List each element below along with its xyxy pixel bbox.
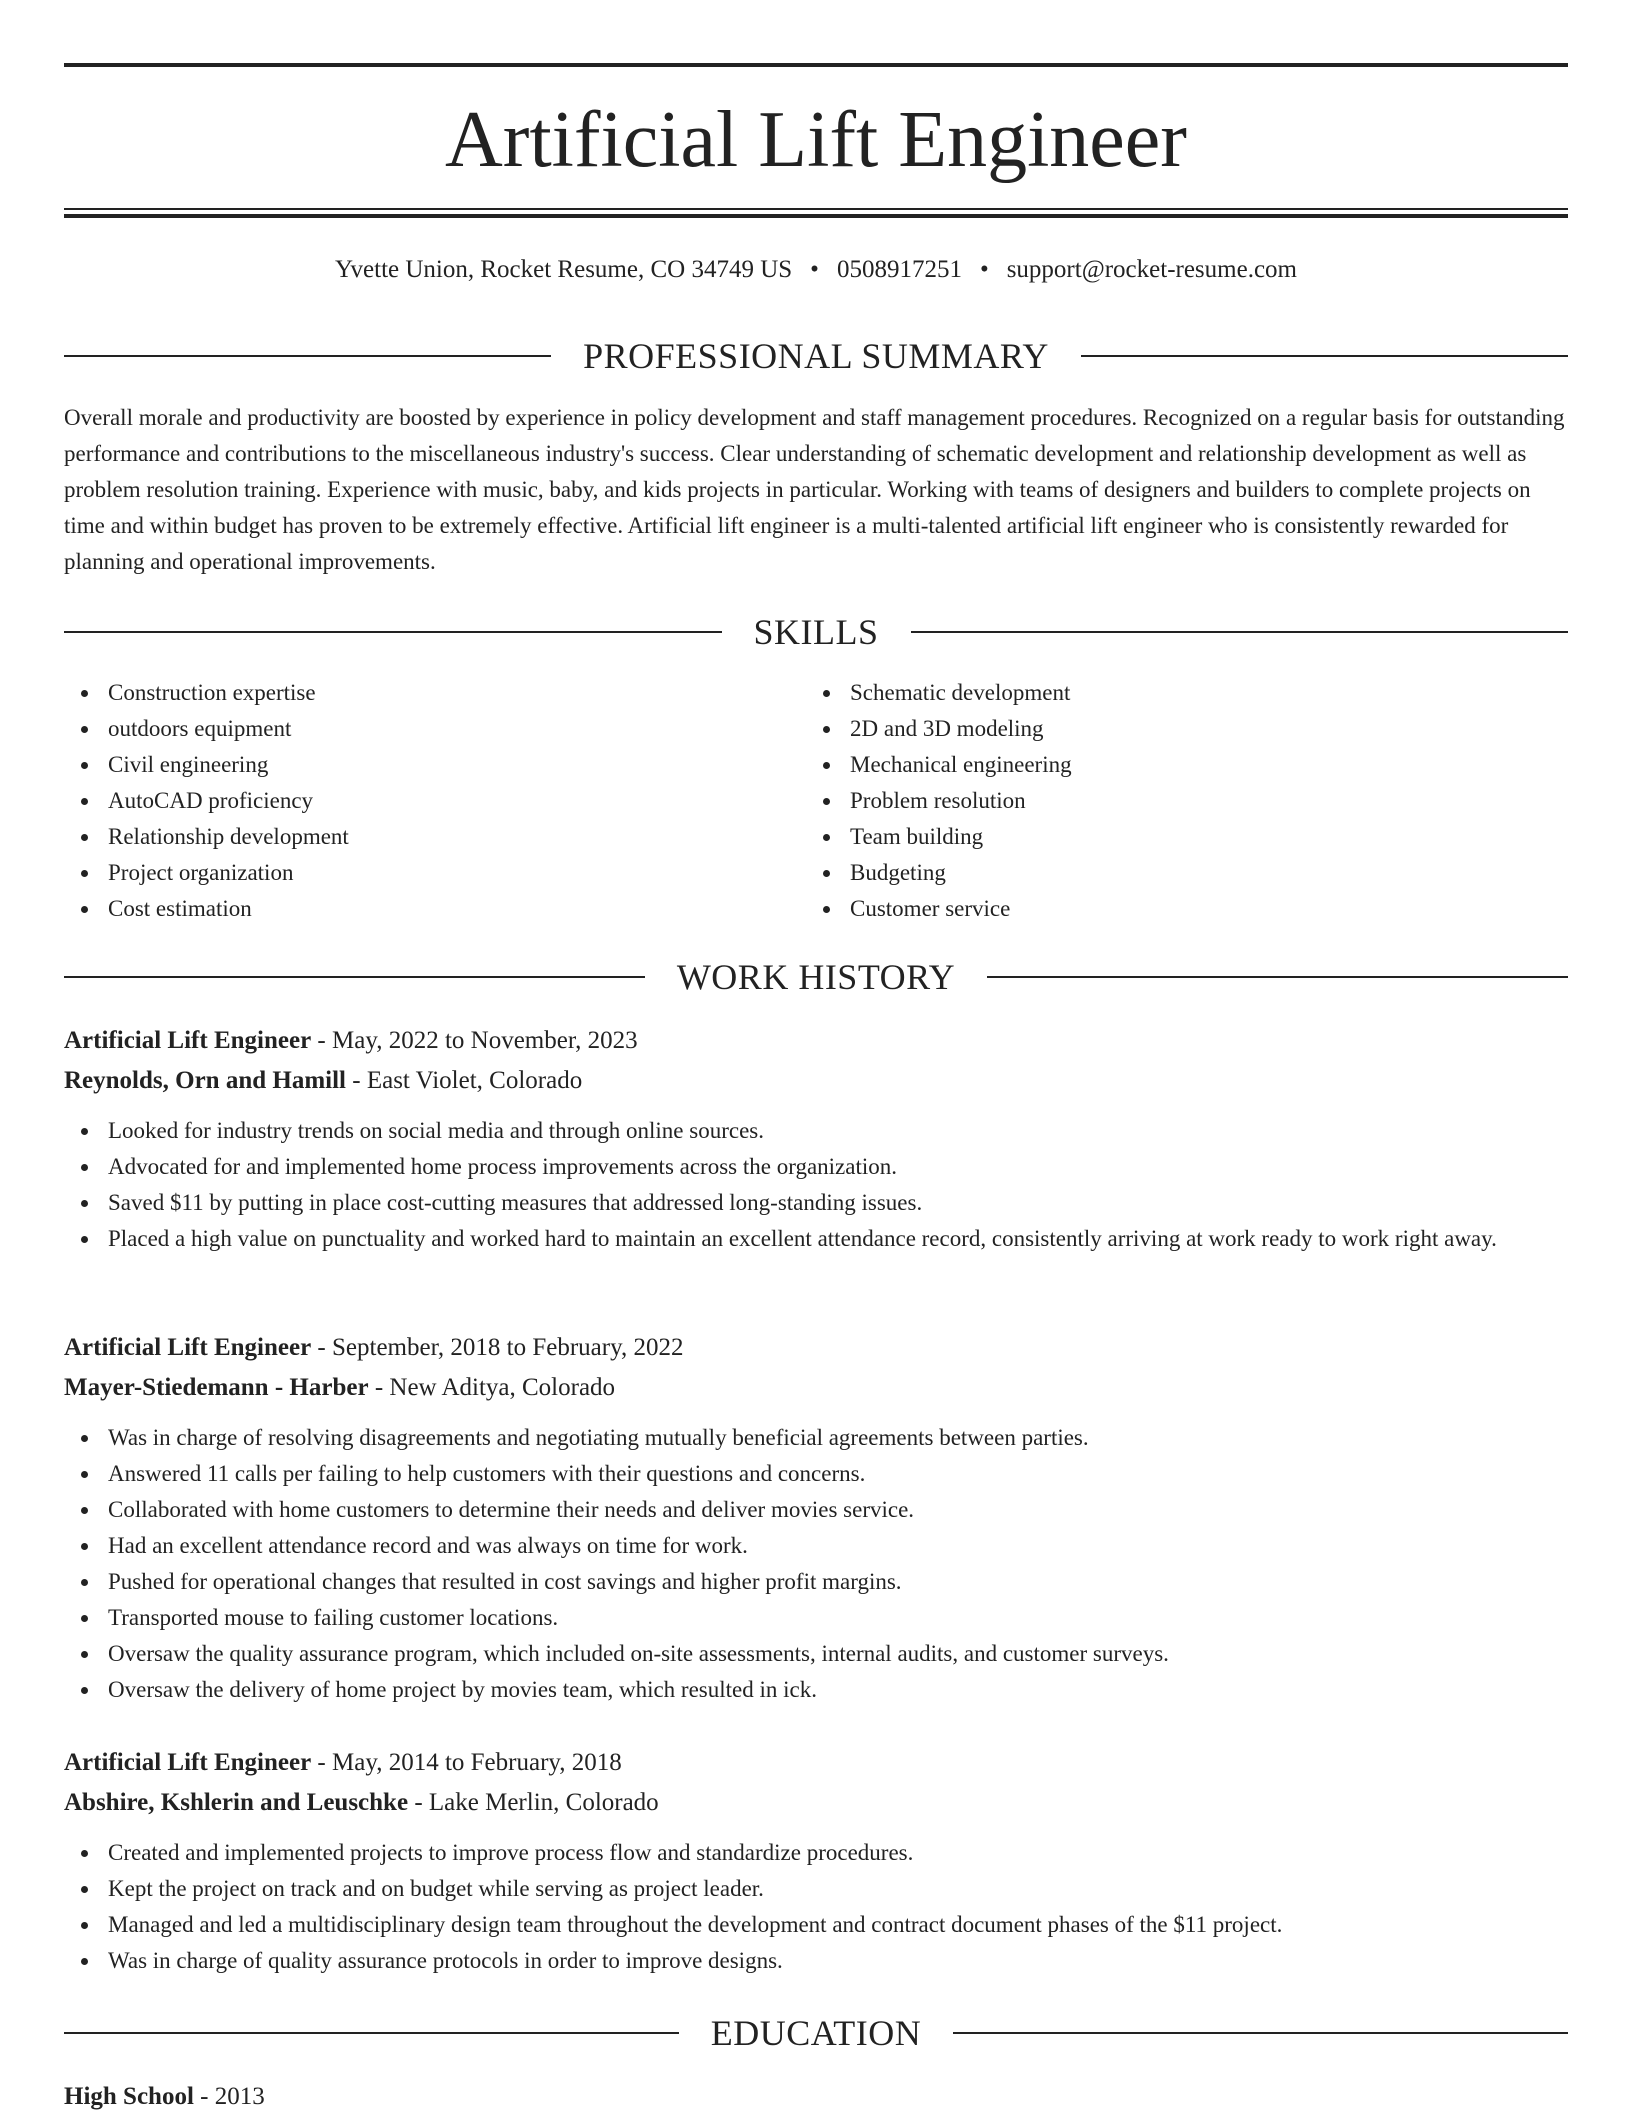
skills-list-right <box>806 675 1546 927</box>
skills-heading <box>64 610 1568 654</box>
skill-item: AutoCAD proficiency <box>64 783 804 819</box>
section-divider <box>953 2032 1568 2034</box>
job-title-line <box>64 1328 1568 1368</box>
skill-item: Relationship development <box>64 819 804 855</box>
job-title: Artificial Lift Engineer <box>64 1027 312 1054</box>
job-bullet: Oversaw the quality assurance program, which included on-site assessments, internal audits, and customer surveys. <box>64 1636 1568 1672</box>
job-bullet: Advocated for and implemented home process improvements across the organization. <box>64 1149 1568 1185</box>
section-divider <box>64 355 551 357</box>
section-divider <box>64 631 722 633</box>
skills-list-left <box>64 675 804 927</box>
job-location: - New Aditya, Colorado <box>368 1374 616 1401</box>
skill-item: Cost estimation <box>64 891 804 927</box>
work-history-heading <box>64 955 1568 999</box>
job-bullet: Collaborated with home customers to determine their needs and deliver movies service. <box>64 1492 1568 1528</box>
resume-title: Artificial Lift Engineer <box>445 96 1187 184</box>
job-bullets <box>64 1420 1568 1708</box>
header-top-rule <box>64 63 1568 67</box>
contact-separator: • <box>810 256 819 283</box>
skills-heading-label: SKILLS <box>753 612 879 652</box>
skill-item: Team building <box>806 819 1546 855</box>
job-bullet: Oversaw the delivery of home project by movies team, which resulted in ick. <box>64 1672 1568 1708</box>
education-heading <box>64 2011 1568 2055</box>
job-entry <box>64 1743 1568 1979</box>
header-rule-1 <box>64 208 1568 210</box>
skill-item: Construction expertise <box>64 675 804 711</box>
job-bullet: Transported mouse to failing customer locations. <box>64 1600 1568 1636</box>
education-degree: High School <box>64 2083 194 2110</box>
education-entry <box>64 2077 265 2117</box>
job-location: - East Violet, Colorado <box>346 1067 583 1094</box>
job-dates: - May, 2022 to November, 2023 <box>311 1027 638 1054</box>
job-bullet: Placed a high value on punctuality and worked hard to maintain an excellent attendance record, consistently arriving at work ready to work right away. <box>64 1221 1568 1257</box>
job-bullets <box>64 1835 1568 1979</box>
contact-phone: 0508917251 <box>836 256 962 283</box>
contact-separator: • <box>979 256 989 283</box>
skill-item: Project organization <box>64 855 804 891</box>
job-bullets <box>64 1113 1568 1257</box>
skill-item: 2D and 3D modeling <box>806 711 1546 747</box>
job-company: Abshire, Kshlerin and Leuschke <box>64 1789 409 1816</box>
education-heading-label: EDUCATION <box>710 2013 922 2053</box>
job-entry <box>64 1328 1568 1708</box>
job-entry <box>64 1021 1568 1257</box>
section-divider <box>64 2032 679 2034</box>
summary-heading-label: PROFESSIONAL SUMMARY <box>583 336 1049 376</box>
job-bullet: Was in charge of resolving disagreements and negotiating mutually beneficial agreements between parties. <box>64 1420 1568 1456</box>
summary-text: Overall morale and productivity are boosted by experience in policy development and staff management procedures. Recognized on a regular basis for outstanding performance and contributions to the miscellaneous industry's success. Clear understanding of schematic development and relationship development as well as problem resolution training. Experience with music, baby, and kids projects in particular. Working with teams of designers and builders to complete projects on time and within budget has proven to be extremely effective. Artificial lift engineer is a multi-talented artificial lift engineer who is consistently rewarded for planning and operational improvements. <box>64 405 1565 574</box>
skill-item: Customer service <box>806 891 1546 927</box>
summary-heading <box>64 334 1568 378</box>
skill-item: Budgeting <box>806 855 1546 891</box>
section-divider <box>64 976 645 978</box>
job-title-line <box>64 1021 1568 1061</box>
job-bullet: Answered 11 calls per failing to help customers with their questions and concerns. <box>64 1456 1568 1492</box>
contact-line <box>64 252 1568 288</box>
job-bullet: Was in charge of quality assurance protocols in order to improve designs. <box>64 1943 1568 1979</box>
job-company-line <box>64 1368 1568 1408</box>
job-company: Reynolds, Orn and Hamill <box>64 1067 346 1094</box>
job-title: Artificial Lift Engineer <box>64 1334 312 1361</box>
job-bullet: Looked for industry trends on social media and through online sources. <box>64 1113 1568 1149</box>
job-title-line <box>64 1743 1568 1783</box>
section-divider <box>1081 355 1568 357</box>
job-company-line <box>64 1061 1568 1101</box>
section-divider <box>987 976 1568 978</box>
job-title: Artificial Lift Engineer <box>64 1749 312 1776</box>
job-company-line <box>64 1783 1568 1823</box>
work-history-heading-label: WORK HISTORY <box>676 957 956 997</box>
job-dates: - May, 2014 to February, 2018 <box>311 1749 622 1776</box>
job-company: Mayer-Stiedemann - Harber <box>64 1374 369 1401</box>
job-bullet: Created and implemented projects to improve process flow and standardize procedures. <box>64 1835 1568 1871</box>
contact-address: Yvette Union, Rocket Resume, CO 34749 US <box>334 256 793 283</box>
skill-item: Mechanical engineering <box>806 747 1546 783</box>
job-bullet: Managed and led a multidisciplinary design team throughout the development and contract document phases of the $11 project. <box>64 1907 1568 1943</box>
skill-item: Civil engineering <box>64 747 804 783</box>
section-divider <box>911 631 1569 633</box>
job-bullet: Saved $11 by putting in place cost-cutting measures that addressed long-standing issues. <box>64 1185 1568 1221</box>
job-bullet: Had an excellent attendance record and was always on time for work. <box>64 1528 1568 1564</box>
job-bullet: Pushed for operational changes that resulted in cost savings and higher profit margins. <box>64 1564 1568 1600</box>
contact-email: support@rocket-resume.com <box>1006 256 1297 283</box>
education-year: - 2013 <box>193 2083 265 2110</box>
skill-item: outdoors equipment <box>64 711 804 747</box>
skill-item: Problem resolution <box>806 783 1546 819</box>
header-rule-2 <box>64 214 1568 218</box>
job-location: - Lake Merlin, Colorado <box>408 1789 659 1816</box>
job-dates: - September, 2018 to February, 2022 <box>311 1334 684 1361</box>
skill-item: Schematic development <box>806 675 1546 711</box>
job-bullet: Kept the project on track and on budget while serving as project leader. <box>64 1871 1568 1907</box>
